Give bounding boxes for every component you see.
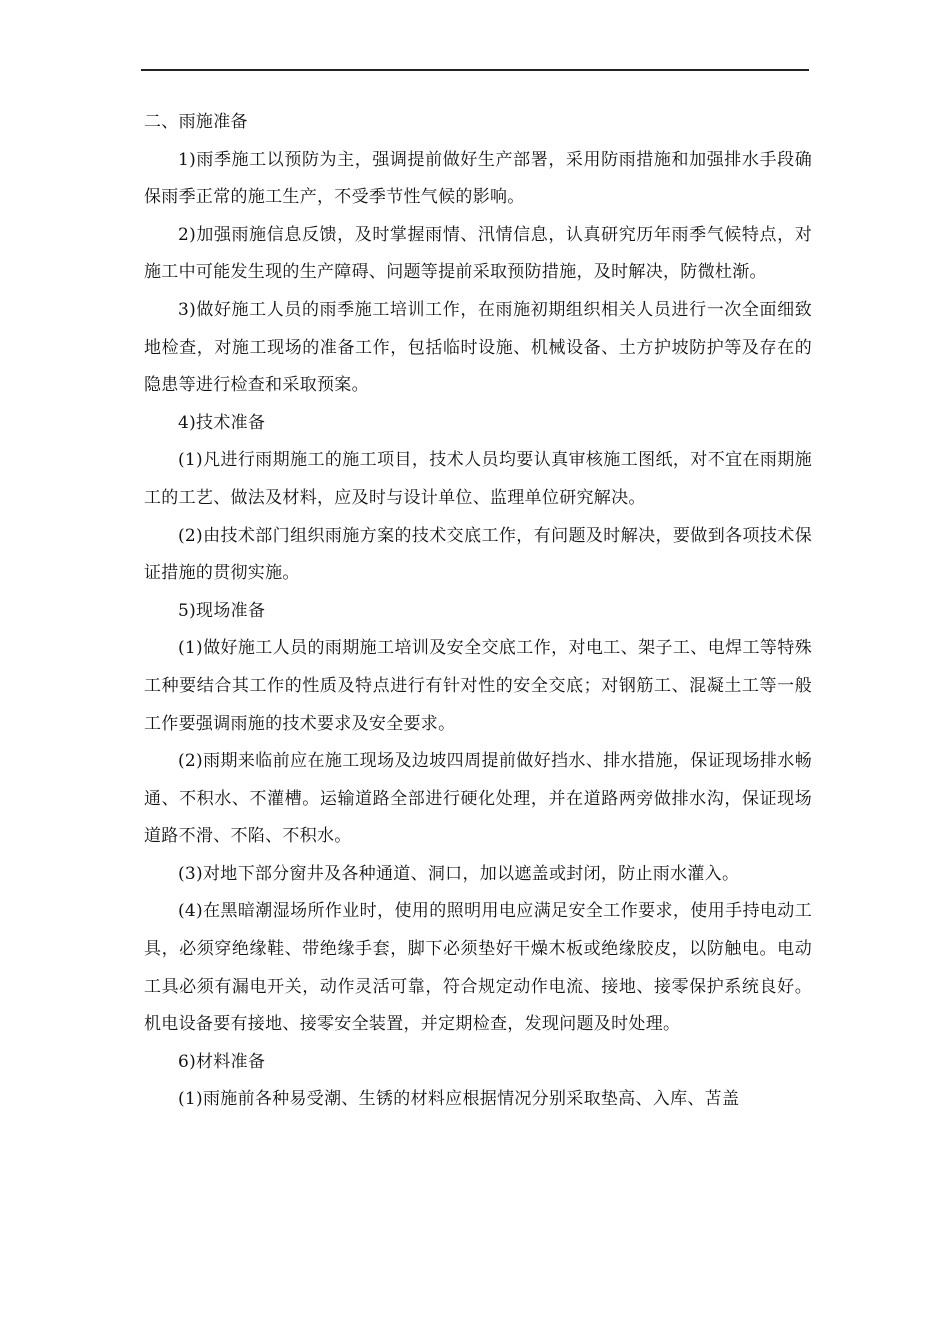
paragraph-site-1: (1)做好施工人员的雨期施工培训及安全交底工作，对电工、架子工、电焊工等特殊工种要结合其工作的性质及特点进行有针对性的安全交底；对钢筋工、混凝土工等一般工作要强调雨施的技术要求及安全要求。 <box>144 638 812 734</box>
subheading-site: 5)现场准备 <box>178 600 266 621</box>
paragraph-technical-1: (1)凡进行雨期施工的施工项目，技术人员均要认真审核施工图纸，对不宜在雨期施工的工艺、做法及材料，应及时与设计单位、监理单位研究解决。 <box>144 450 812 508</box>
paragraph-site-3: (3)对地下部分窗井及各种通道、洞口，加以遮盖或封闭，防止雨水灌入。 <box>178 863 740 884</box>
paragraph-3: 3)做好施工人员的雨季施工培训工作，在雨施初期组织相关人员进行一次全面细致地检查，对施工现场的准备工作，包括临时设施、机械设备、土方护坡防护等及存在的隐患等进行检查和采取预案。 <box>144 299 812 396</box>
header-rule <box>141 69 809 71</box>
paragraph-materials-1: (1)雨施前各种易受潮、生锈的材料应根据情况分别采取垫高、入库、苫盖 <box>178 1089 740 1110</box>
subheading-technical: 4)技术准备 <box>178 412 266 433</box>
paragraph-site-2: (2)雨期来临前应在施工现场及边坡四周提前做好挡水、排水措施，保证现场排水畅通、不积水、不灌槽。运输道路全部进行硬化处理，并在道路两旁做排水沟，保证现场道路不滑、不陷、不积水。 <box>144 751 812 847</box>
section-title: 二、雨施准备 <box>144 112 248 132</box>
document-body <box>144 104 812 1119</box>
paragraph-technical-2: (2)由技术部门组织雨施方案的技术交底工作，有问题及时解决，要做到各项技术保证措施的贯彻实施。 <box>144 525 812 584</box>
subheading-materials: 6)材料准备 <box>178 1051 266 1072</box>
paragraph-1: 1)雨季施工以预防为主，强调提前做好生产部署，采用防雨措施和加强排水手段确保雨季正常的施工生产，不受季节性气候的影响。 <box>144 149 812 208</box>
paragraph-site-4: (4)在黑暗潮湿场所作业时，使用的照明用电应满足安全工作要求，使用手持电动工具，必须穿绝缘鞋、带绝缘手套，脚下必须垫好干燥木板或绝缘胶皮，以防触电。电动工具必须有漏电开关，动作灵活可靠，符合规定动作电流、接地、接零保护系统良好。机电设备要有接地、接零安全装置，并定期检查，发现问题及时处理。 <box>144 901 812 1035</box>
paragraph-2: 2)加强雨施信息反馈，及时掌握雨情、汛情信息，认真研究历年雨季气候特点，对施工中可能发生现的生产障碍、问题等提前采取预防措施，及时解决，防微杜渐。 <box>144 224 812 283</box>
